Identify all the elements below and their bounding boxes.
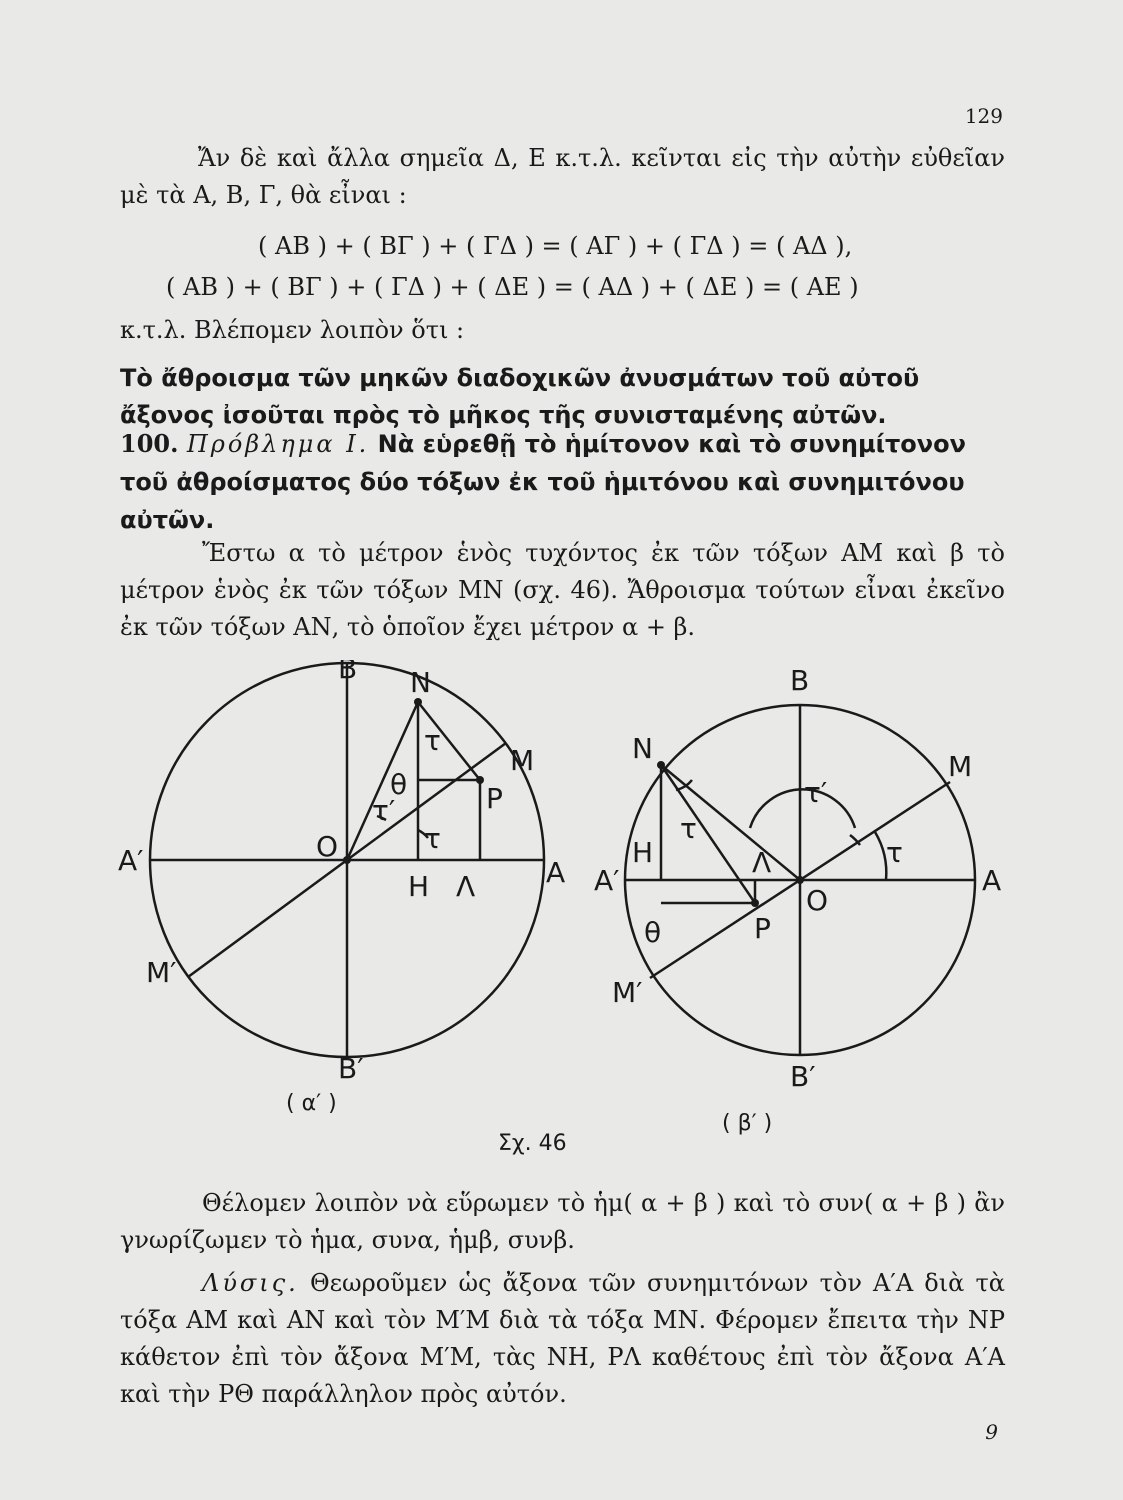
page-number: 129 bbox=[964, 104, 1003, 128]
label-a-tau-prime: τ′ bbox=[372, 794, 396, 827]
problem-block bbox=[120, 425, 1005, 539]
label-a-Aprime: A′ bbox=[118, 844, 144, 877]
label-b-theta: θ bbox=[644, 916, 662, 949]
equation-1: ( ΑΒ ) + ( ΒΓ ) + ( ΓΔ ) = ( ΑΓ ) + ( ΓΔ ) = ( ΑΔ ), bbox=[258, 232, 853, 260]
label-a-M: M bbox=[510, 744, 535, 777]
label-b-tau-right: τ bbox=[886, 836, 903, 869]
signature-mark: 9 bbox=[985, 1420, 998, 1444]
label-a-Mprime: M′ bbox=[146, 956, 177, 989]
conclusion-intro: κ.τ.λ. Βλέπομεν λοιπὸν ὅτι : bbox=[120, 316, 465, 344]
caption-a: ( α′ ) bbox=[286, 1091, 337, 1116]
label-b-Aprime: A′ bbox=[594, 864, 620, 897]
label-b-A: A bbox=[982, 864, 1002, 897]
label-b-O: O bbox=[806, 884, 829, 917]
label-b-tau-left: τ bbox=[680, 812, 697, 845]
label-a-tau-low: τ bbox=[424, 822, 441, 855]
label-a-N: N bbox=[410, 666, 431, 699]
label-a-theta: θ bbox=[390, 768, 408, 801]
radius-on-a bbox=[347, 702, 418, 860]
label-a-B: B bbox=[338, 660, 358, 685]
label-b-tau-prime: τ′ bbox=[804, 776, 828, 809]
caption-b: ( β′ ) bbox=[722, 1111, 773, 1136]
label-a-tau-top: τ bbox=[424, 724, 441, 757]
label-a-H: H bbox=[408, 870, 430, 903]
figure-caption: Σχ. 46 bbox=[498, 1131, 567, 1156]
paragraph-intro: Ἄν δὲ καὶ ἄλλα σημεῖα Δ, Ε κ.τ.λ. κεῖνται εἰς τὴν αὐτὴν εὐθεῖαν μὲ τὰ Α, Β, Γ, θὰ εἶναι : bbox=[120, 144, 1005, 209]
paragraph-arcs: Ἔστω α τὸ μέτρον ἑνὸς τυχόντος ἐκ τῶν τόξων ΑΜ καὶ β τὸ μέτρον ἑνὸς ἐκ τῶν τόξων ΜΝ (σχ. 46). Ἄθροισμα τούτων εἶναι ἐκεῖνο ἐκ τῶν τόξων ΑΝ, τὸ ὁποῖον ἔχει μέτρον α + β. bbox=[120, 539, 1005, 641]
label-b-M: M bbox=[948, 750, 973, 783]
label-b-Bprime: B′ bbox=[790, 1060, 816, 1093]
label-b-L: Λ bbox=[752, 846, 772, 879]
label-a-P: P bbox=[486, 782, 503, 815]
label-a-Bprime: B′ bbox=[338, 1052, 364, 1085]
label-b-H: H bbox=[632, 836, 654, 869]
label-b-P: P bbox=[754, 912, 771, 945]
label-b-B: B bbox=[790, 664, 810, 697]
label-b-Mprime: M′ bbox=[612, 976, 643, 1009]
label-a-A: A bbox=[546, 856, 566, 889]
figure-svg bbox=[110, 660, 1010, 1160]
problem-number: 100. bbox=[120, 429, 179, 458]
paragraph-goal: Θέλομεν λοιπὸν νὰ εὕρωμεν τὸ ἡμ( α + β ) καὶ τὸ συν( α + β ) ἂν γνωρίζωμεν τὸ ἡμα, συνα, ἡμβ, συνβ. bbox=[120, 1189, 1005, 1254]
problem-statement: Νὰ εὑρεθῇ τὸ ἡμίτονον καὶ τὸ συνημίτονον τοῦ ἀθροίσματος δύο τόξων ἐκ τοῦ ἡμιτόνου καὶ συνημιτόνου αὐτῶν. bbox=[120, 430, 966, 534]
equation-2: ( ΑΒ ) + ( ΒΓ ) + ( ΓΔ ) + ( ΔΕ ) = ( ΑΔ ) + ( ΔΕ ) = ( ΑΕ ) bbox=[166, 273, 859, 301]
label-a-O: O bbox=[316, 830, 339, 863]
segment-np-b bbox=[661, 765, 755, 903]
solution-label: Λύσις. bbox=[202, 1269, 299, 1297]
figure-46 bbox=[110, 660, 1010, 1160]
label-b-N: N bbox=[632, 732, 653, 765]
theorem-statement: Τὸ ἄθροισμα τῶν μηκῶν διαδοχικῶν ἀνυσμάτων τοῦ αὐτοῦ ἄξονος ἰσοῦται πρὸς τὸ μῆκος τῆς συνισταμένης αὐτῶν. bbox=[120, 364, 920, 429]
label-a-L: Λ bbox=[456, 870, 476, 903]
problem-title: Πρόβλημα Ι. bbox=[186, 430, 370, 458]
paragraph-solution bbox=[120, 1265, 1005, 1413]
solution-text: Θεωροῦμεν ὡς ἄξονα τῶν συνημιτόνων τὸν Α′Α διὰ τὰ τόξα ΑΜ καὶ ΑΝ καὶ τὸν Μ′Μ διὰ τὰ τόξα ΜΝ. Φέρομεν ἔπειτα τὴν ΝΡ κάθετον ἐπὶ τὸν ἄξονα Μ′Μ, τὰς ΝΗ, ΡΛ καθέτους ἐπὶ τὸν ἄξονα Α′Α καὶ τὴν ΡΘ παράλληλον πρὸς αὐτόν. bbox=[120, 1269, 1005, 1408]
